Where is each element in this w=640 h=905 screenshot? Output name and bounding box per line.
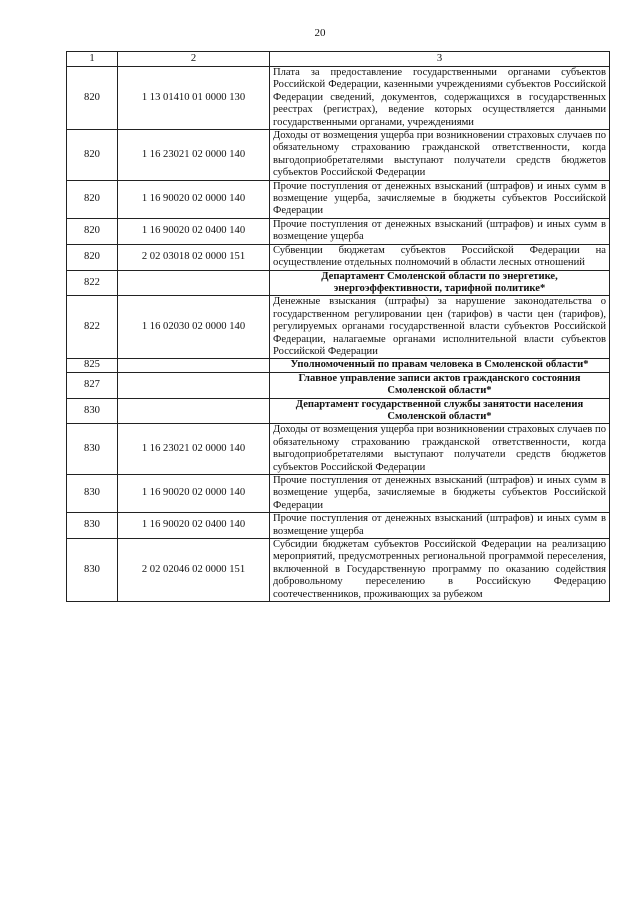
admin-code-cell: 820 — [67, 244, 118, 270]
budget-classification-code-cell: 1 16 23021 02 0000 140 — [118, 424, 270, 475]
revenue-description-cell: Прочие поступления от денежных взысканий (штрафов) и иных сумм в возмещение ущерба — [270, 218, 610, 244]
table-row — [67, 296, 610, 359]
header-col-2: 2 — [118, 52, 270, 67]
department-name-cell: Уполномоченный по правам человека в Смоленской области* — [270, 359, 610, 372]
budget-classification-code-cell: 1 16 90020 02 0000 140 — [118, 475, 270, 513]
table-row — [67, 424, 610, 475]
admin-code-cell: 830 — [67, 475, 118, 513]
header-col-1: 1 — [67, 52, 118, 67]
admin-code-cell: 822 — [67, 270, 118, 296]
budget-classification-code-cell: 1 16 90020 02 0400 140 — [118, 513, 270, 539]
revenue-description-cell: Прочие поступления от денежных взысканий (штрафов) и иных сумм в возмещение ущерба, зачисляемые в бюджеты субъектов Российской Федерации — [270, 180, 610, 218]
table-row — [67, 218, 610, 244]
budget-classification-code-cell: 1 16 23021 02 0000 140 — [118, 130, 270, 181]
table-row — [67, 475, 610, 513]
revenue-description-cell: Доходы от возмещения ущерба при возникновении страховых случаев по обязательному страхованию гражданской ответственности, когда выгодоприобретателями выступают получатели средств бюджетов субъектов Российской Федерации — [270, 130, 610, 181]
page-number: 20 — [314, 27, 326, 39]
admin-code-cell: 822 — [67, 296, 118, 359]
admin-code-cell: 830 — [67, 398, 118, 424]
header-col-3: 3 — [270, 52, 610, 67]
budget-classification-code-cell — [118, 270, 270, 296]
budget-revenue-table — [66, 51, 610, 602]
admin-code-cell: 830 — [67, 424, 118, 475]
budget-classification-code-cell: 2 02 02046 02 0000 151 — [118, 539, 270, 602]
revenue-description-cell: Плата за предоставление государственными органами субъектов Российской Федерации, казенными учреждениями субъектов Российской Федерации сведений, документов, содержащихся в государственных реестрах (регистрах), ведение которых осуществляется данными государственными органами, учреждениями — [270, 67, 610, 130]
budget-classification-code-cell: 2 02 03018 02 0000 151 — [118, 244, 270, 270]
department-row — [67, 270, 610, 296]
department-name-cell: Департамент государственной службы занятости населения Смоленской области* — [270, 398, 610, 424]
admin-code-cell: 820 — [67, 218, 118, 244]
table-row — [67, 67, 610, 130]
admin-code-cell: 830 — [67, 539, 118, 602]
admin-code-cell: 820 — [67, 180, 118, 218]
admin-code-cell: 820 — [67, 67, 118, 130]
admin-code-cell: 827 — [67, 372, 118, 398]
department-row — [67, 372, 610, 398]
admin-code-cell: 825 — [67, 359, 118, 372]
budget-classification-code-cell: 1 13 01410 01 0000 130 — [118, 67, 270, 130]
revenue-description-cell: Прочие поступления от денежных взысканий (штрафов) и иных сумм в возмещение ущерба — [270, 513, 610, 539]
revenue-description-cell: Доходы от возмещения ущерба при возникновении страховых случаев по обязательному страхованию гражданской ответственности, когда выгодоприобретателями выступают получатели средств бюджетов субъектов Российской Федерации — [270, 424, 610, 475]
budget-classification-code-cell — [118, 359, 270, 372]
revenue-description-cell: Прочие поступления от денежных взысканий (штрафов) и иных сумм в возмещение ущерба, зачисляемые в бюджеты субъектов Российской Федерации — [270, 475, 610, 513]
table-row — [67, 513, 610, 539]
budget-classification-code-cell: 1 16 90020 02 0000 140 — [118, 180, 270, 218]
budget-classification-code-cell: 1 16 02030 02 0000 140 — [118, 296, 270, 359]
department-name-cell: Департамент Смоленской области по энергетике, энергоэффективности, тарифной политике* — [270, 270, 610, 296]
table-row — [67, 130, 610, 181]
revenue-description-cell: Денежные взыскания (штрафы) за нарушение законодательства о государственном регулировании цен (тарифов) в части цен (тарифов), регулируемых органами государственной власти субъектов Российской Федерации, налагаемые органами исполнительной власти субъектов Российской Федерации — [270, 296, 610, 359]
budget-classification-code-cell — [118, 398, 270, 424]
revenue-description-cell: Субсидии бюджетам субъектов Российской Федерации на реализацию мероприятий, предусмотренных региональной программой переселения, включенной в Государственную программу по оказанию содействия добровольному переселению в Российскую Федерацию соотечественников, проживающих за рубежом — [270, 539, 610, 602]
admin-code-cell: 820 — [67, 130, 118, 181]
budget-classification-code-cell: 1 16 90020 02 0400 140 — [118, 218, 270, 244]
table-row — [67, 244, 610, 270]
department-row — [67, 398, 610, 424]
admin-code-cell: 830 — [67, 513, 118, 539]
department-name-cell: Главное управление записи актов гражданского состояния Смоленской области* — [270, 372, 610, 398]
table-row — [67, 180, 610, 218]
table-body — [67, 52, 610, 602]
department-row — [67, 359, 610, 372]
revenue-description-cell: Субвенции бюджетам субъектов Российской Федерации на осуществление отдельных полномочий в области лесных отношений — [270, 244, 610, 270]
budget-classification-code-cell — [118, 372, 270, 398]
table-header-row — [67, 52, 610, 67]
table-row — [67, 539, 610, 602]
